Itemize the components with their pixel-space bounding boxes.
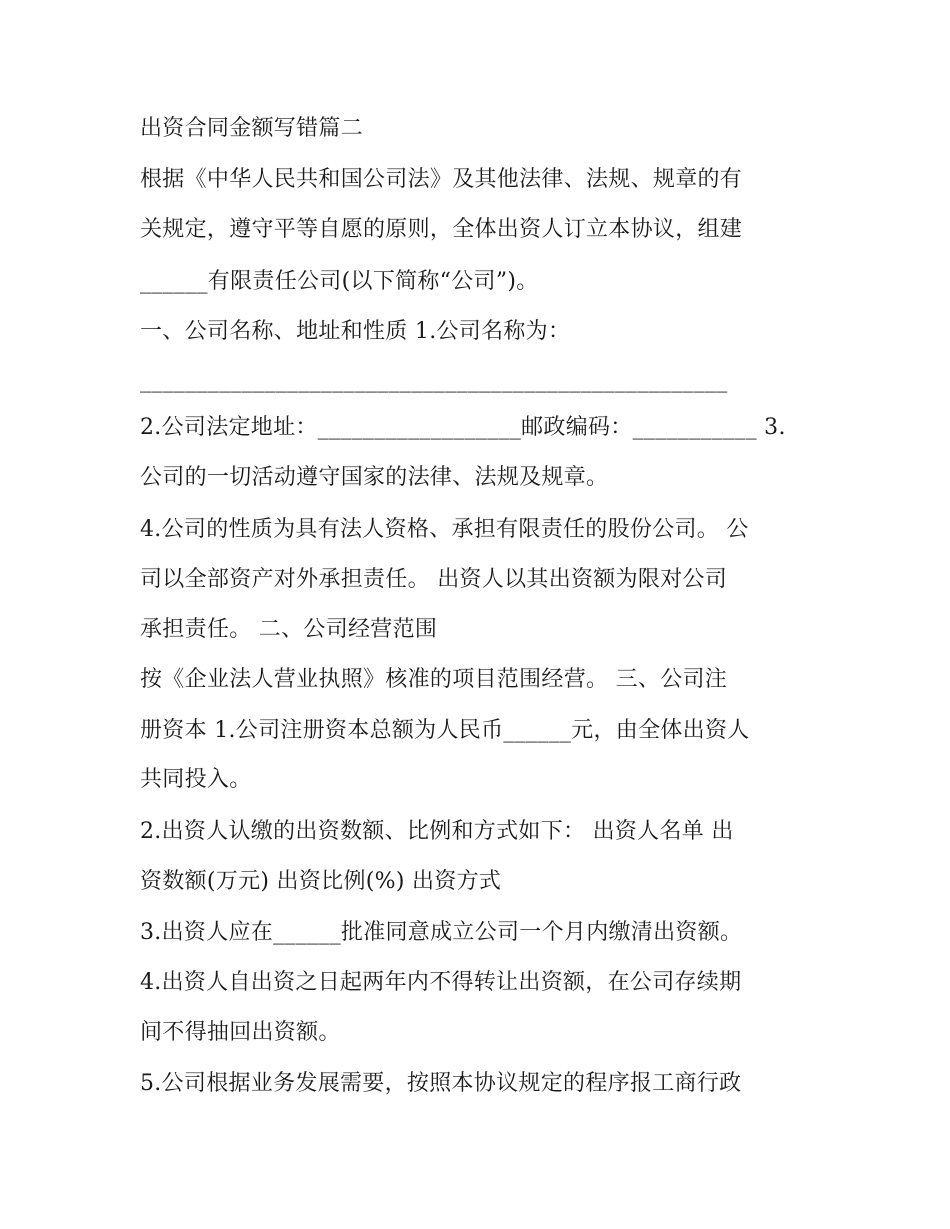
paragraph-line: 2.出资人认缴的出资数额、比例和方式如下： 出资人名单 出 (140, 819, 734, 844)
paragraph-line: 关规定，遵守平等自愿的原则，全体出资人订立本协议，组建 (140, 217, 743, 242)
document-title: 出资合同金额写错篇二 (140, 116, 364, 141)
paragraph-line: ______有限责任公司(以下简称“公司”)。 (140, 269, 539, 294)
paragraph-line: 间不得抽回出资额。 (140, 1020, 341, 1045)
paragraph-line: 根据《中华人民共和国公司法》及其他法律、法规、规章的有 (140, 167, 743, 192)
paragraph-line: 5.公司根据业务发展需要，按照本协议规定的程序报工商行政 (140, 1071, 742, 1096)
paragraph-line: 司以全部资产对外承担责任。 出资人以其出资额为限对公司 (140, 567, 728, 592)
paragraph-line: 按《企业法人营业执照》核准的项目范围经营。 三、公司注 (140, 667, 728, 692)
paragraph-line: 资数额(万元) 出资比例(%) 出资方式 (140, 869, 502, 894)
paragraph-line: 册资本 1.公司注册资本总额为人民币______元，由全体出资人 (140, 718, 750, 743)
blank-fill-line: ____________________________________________________ (140, 368, 728, 393)
paragraph-line: 4.出资人自出资之日起两年内不得转让出资额，在公司存续期 (140, 970, 742, 995)
paragraph-line: 共同投入。 (140, 767, 252, 792)
paragraph-line: 4.公司的性质为具有法人资格、承担有限责任的股份公司。 公 (140, 517, 749, 542)
paragraph-line: 公司的一切活动遵守国家的法律、法规及规章。 (140, 465, 609, 490)
paragraph-line: 2.公司法定地址：__________________邮政编码：___________ 3. (140, 415, 786, 440)
paragraph-line: 3.出资人应在______批准同意成立公司一个月内缴清出资额。 (140, 920, 743, 945)
paragraph-line: 承担责任。 二、公司经营范围 (140, 617, 438, 642)
section-heading-line: 一、公司名称、地址和性质 1.公司名称为： (140, 319, 571, 344)
